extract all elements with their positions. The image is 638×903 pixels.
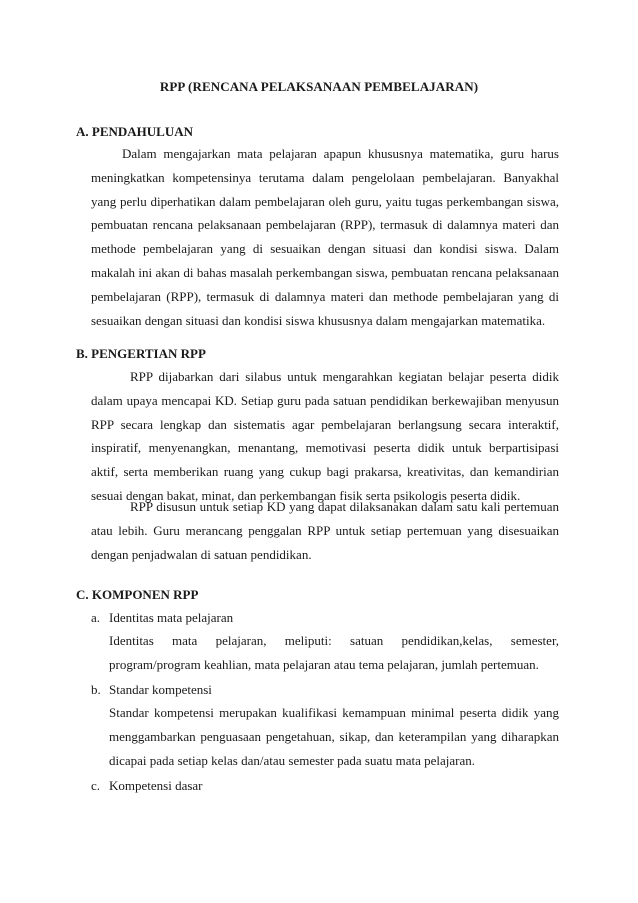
section-b-paragraph-2: RPP disusun untuk setiap KD yang dapat dilaksanakan dalam satu kali pertemuan atau lebih. Guru merancang penggalan RPP untuk setiap pertemuan yang disesuaikan dengan penjadwalan di satuan pendidikan.: [91, 499, 559, 562]
section-b-paragraph-1: RPP dijabarkan dari silabus untuk mengarahkan kegiatan belajar peserta didik dalam upaya mencapai KD. Setiap guru pada satuan pendidikan berkewajiban menyusun RPP secara lengkap dan sistematis agar pembelajaran berlangsung secara interaktif, inspiratif, menyenangkan, menantang, memotivasi peserta didik untuk berpartisipasi aktif, serta memberikan ruang yang cukup bagi prakarsa, kreativitas, dan kemandirian sesuai dengan bakat, minat, dan perkembangan fisik serta psikologis peserta didik.: [91, 369, 559, 503]
list-item-a-marker: a.: [91, 610, 101, 625]
list-item-b-marker: b.: [91, 682, 101, 697]
list-item-b-body: Standar kompetensi merupakan kualifikasi kemampuan minimal peserta didik yang menggambarkan penguasaan pengetahuan, sikap, dan keterampilan yang diharapkan dicapai pada setiap kelas dan/atau semester pada suatu mata pelajaran.: [109, 705, 559, 768]
list-item-c-marker: c.: [91, 778, 101, 793]
list-item-a-label: Identitas mata pelajaran: [109, 610, 234, 625]
section-b-heading: B. PENGERTIAN RPP: [76, 346, 206, 361]
list-item-a-body: Identitas mata pelajaran, meliputi: satuan pendidikan,kelas, semester, program/program keahlian, mata pelajaran atau tema pelajaran, jumlah pertemuan.: [109, 633, 559, 672]
document-title: RPP (RENCANA PELAKSANAAN PEMBELAJARAN): [159, 79, 479, 94]
list-item-c-label: Kompetensi dasar: [109, 778, 203, 793]
list-item-b-label: Standar kompetensi: [109, 682, 212, 697]
section-a-paragraph: Dalam mengajarkan mata pelajaran apapun khususnya matematika, guru harus meningkatkan kompetensinya terutama dalam pengelolaan pembelajaran. Banyakhal yang perlu diperhatikan dalam pembelajaran oleh guru, yaitu tugas perkembangan siswa, pembuatan rencana pelaksanaan pembelajaran (RPP), termasuk di dalamnya materi dan methode pembelajaran yang di sesuaikan dengan situasi dan kondisi siswa. Dalam makalah ini akan di bahas masalah perkembangan siswa, pembuatan rencana pelaksanaan pembelajaran (RPP), termasuk di dalamnya materi dan methode pembelajaran yang di sesuaikan dengan situasi dan kondisi siswa khususnya dalam mengajarkan matematika.: [91, 146, 559, 328]
section-c-heading: C. KOMPONEN RPP: [76, 587, 199, 602]
section-a-heading: A. PENDAHULUAN: [76, 124, 193, 139]
